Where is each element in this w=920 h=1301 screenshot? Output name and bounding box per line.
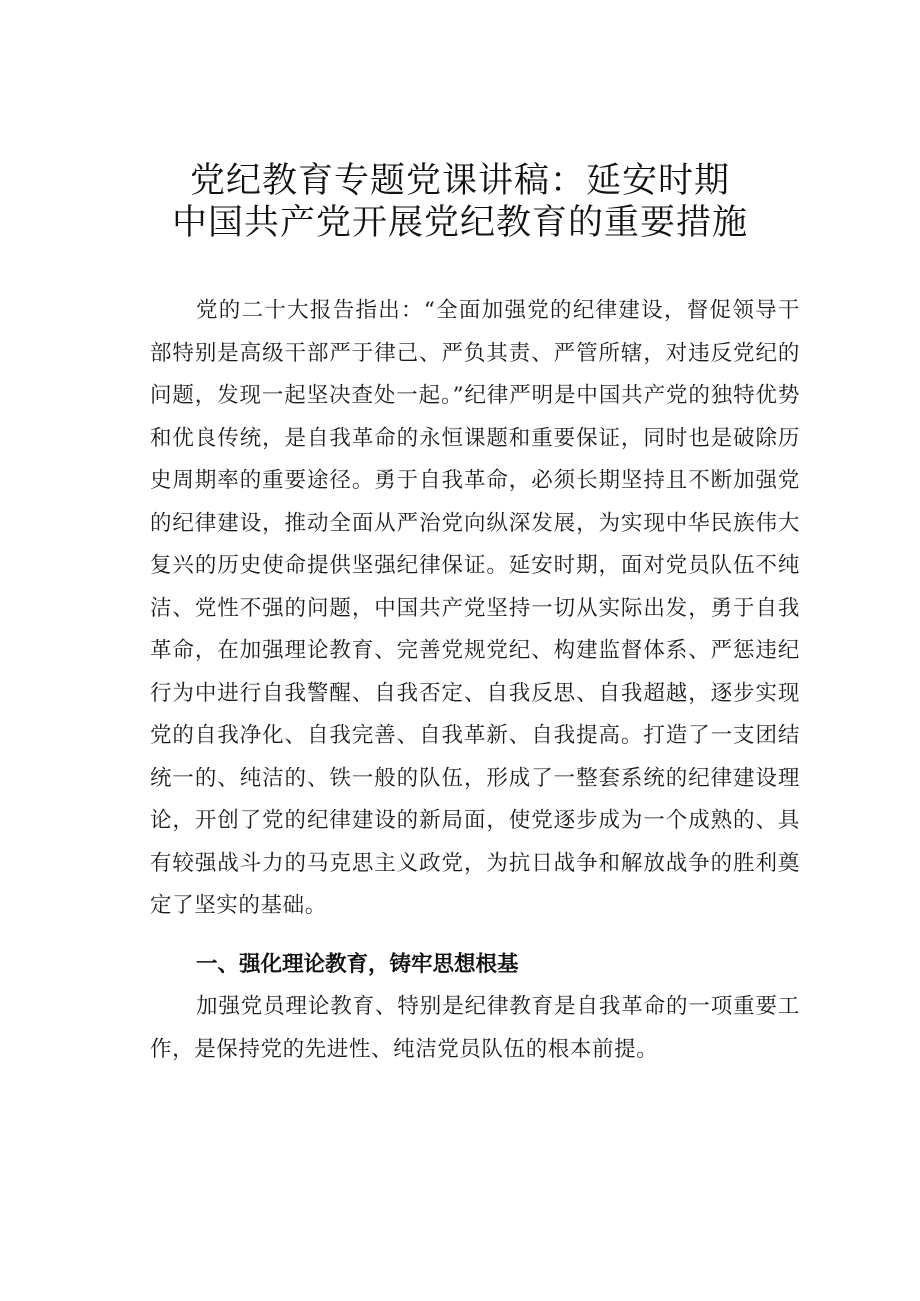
document-title-line-1: 党纪教育专题党课讲稿：延安时期 <box>189 161 730 201</box>
section-1-paragraph: 加强党员理论教育、特别是纪律教育是自我革命的一项重要工作，是保持党的先进性、纯洁党员队伍的根本前提。 <box>150 994 800 1062</box>
intro-paragraph: 党的二十大报告指出：“全面加强党的纪律建设，督促领导干部特别是高级干部严于律己、严负其责、严管所辖，对违反党纪的问题，发现一起坚决查处一起。”纪律严明是中国共产党的独特优势和优良传统，是自我革命的永恒课题和重要保证，同时也是破除历史周期率的重要途径。勇于自我革命，必须长期坚持且不断加强党的纪律建设，推动全面从严治党向纵深发展，为实现中华民族伟大复兴的历史使命提供坚强纪律保证。延安时期，面对党员队伍不纯洁、党性不强的问题，中国共产党坚持一切从实际出发，勇于自我革命，在加强理论教育、完善党规党纪、构建监督体系、严惩违纪行为中进行自我警醒、自我否定、自我反思、自我超越，逐步实现党的自我净化、自我完善、自我革新、自我提高。打造了一支团结统一的、纯洁的、铁一般的队伍，形成了一整套系统的纪律建设理论，开创了党的纪律建设的新局面，使党逐步成为一个成熟的、具有较强战斗力的马克思主义政党，为抗日战争和解放战争的胜利奠定了坚实的基础。 <box>150 298 800 918</box>
document-title-line-2: 中国共产党开展党纪教育的重要措施 <box>171 203 748 243</box>
section-heading-1: 一、强化理论教育，铸牢思想根基 <box>196 952 519 977</box>
